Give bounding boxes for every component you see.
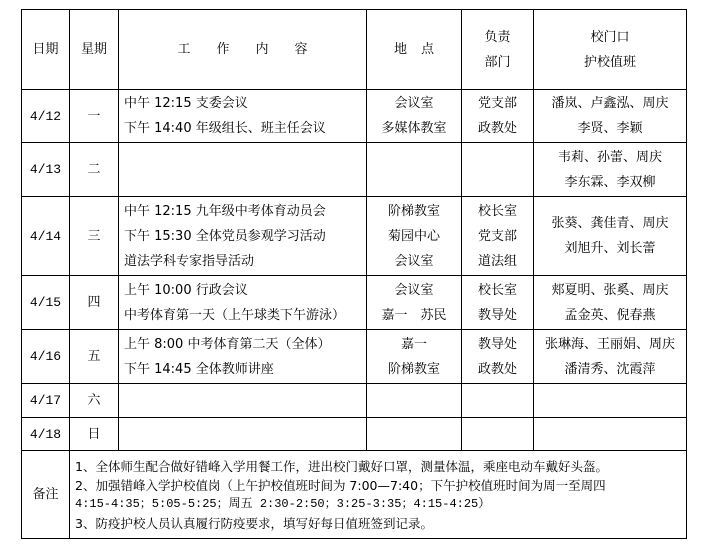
row-location	[367, 143, 462, 197]
notes-content	[70, 451, 687, 539]
header-location	[367, 10, 462, 90]
duty-line: 韦莉、孙蕾、周庆	[557, 149, 662, 165]
table-row	[22, 276, 687, 330]
duty-line: 刘旭升、刘长蕾	[564, 241, 656, 256]
duty-line: 孟金英、倪春燕	[564, 307, 656, 323]
header-content	[119, 10, 367, 90]
row-duty	[534, 90, 687, 143]
note-line: 4:15-4:35；5:05-5:25；周五 2:30-2:50；3:25-3:35；4:15-4:25）	[75, 496, 491, 511]
content-line: 下午 14:45 全体教师讲座	[124, 361, 274, 377]
row-location	[367, 418, 462, 451]
row-content	[119, 418, 367, 451]
row-location	[367, 90, 462, 143]
note-line: 2、加强错峰入学护校值岗（上午护校值班时间为 7:00—7:40；下午护校值班时间为周一至周四	[75, 477, 606, 493]
row-date: 4/14	[22, 197, 70, 276]
table-row	[22, 143, 687, 197]
content-line: 中午 12:15 支委会议	[124, 96, 248, 111]
notes-row	[22, 451, 687, 539]
location-line: 多媒体教室	[381, 121, 447, 136]
dept-line: 政教处	[477, 121, 517, 136]
dept-line: 道法组	[477, 253, 517, 269]
location-line: 会议室	[394, 282, 434, 298]
table-row	[22, 90, 687, 143]
header-weekday: 星期	[70, 10, 119, 90]
location-line: 嘉一	[400, 336, 427, 352]
row-duty	[534, 143, 687, 197]
duty-line: 李贤、李颖	[577, 121, 643, 136]
row-weekday: 二	[70, 143, 119, 197]
location-line: 阶梯教室	[387, 361, 440, 377]
header-location-label: 地点	[393, 42, 448, 57]
row-date: 4/17	[22, 384, 70, 418]
row-weekday: 六	[70, 384, 119, 418]
dept-line: 党支部	[477, 96, 517, 111]
dept-line: 教导处	[477, 336, 517, 352]
row-dept	[462, 197, 534, 276]
dept-line: 校长室	[477, 203, 517, 219]
row-dept	[462, 276, 534, 330]
row-weekday: 四	[70, 276, 119, 330]
row-weekday: 五	[70, 330, 119, 384]
table-row	[22, 384, 687, 418]
content-line: 下午 15:30 全体党员参观学习活动	[124, 228, 326, 244]
row-content	[119, 384, 367, 418]
dept-line: 政教处	[477, 361, 517, 377]
content-line: 上午 8:00 中考体育第二天（全体）	[124, 336, 331, 352]
note-line: 1、全体师生配合做好错峰入学用餐工作，进出校门戴好口罩，测量体温，乘座电动车戴好头盔。	[75, 458, 608, 474]
row-duty	[534, 330, 687, 384]
content-line: 上午 10:00 行政会议	[124, 282, 248, 298]
duty-line: 张葵、龚佳青、周庆	[551, 216, 669, 231]
row-location	[367, 276, 462, 330]
row-date: 4/12	[22, 90, 70, 143]
duty-line: 张琳海、王丽娟、周庆	[544, 336, 675, 352]
row-weekday: 一	[70, 90, 119, 143]
row-weekday: 日	[70, 418, 119, 451]
row-location	[367, 330, 462, 384]
content-line: 道法学科专家指导活动	[124, 253, 255, 269]
content-line: 下午 14:40 年级组长、班主任会议	[124, 121, 326, 136]
row-content	[119, 143, 367, 197]
row-weekday: 三	[70, 197, 119, 276]
table-row	[22, 197, 687, 276]
header-dept	[462, 10, 534, 90]
row-dept	[462, 90, 534, 143]
dept-line: 校长室	[477, 282, 517, 298]
row-dept	[462, 143, 534, 197]
table-row	[22, 330, 687, 384]
header-content-label: 工作内容	[177, 42, 334, 57]
duty-line: 潘岚、卢鑫泓、周庆	[551, 96, 669, 111]
row-location	[367, 197, 462, 276]
row-date: 4/16	[22, 330, 70, 384]
row-content	[119, 330, 367, 384]
row-content	[119, 197, 367, 276]
dept-line: 党支部	[477, 228, 517, 244]
location-line: 会议室	[394, 253, 434, 269]
content-line: 中午 12:15 九年级中考体育动员会	[124, 203, 326, 219]
row-location	[367, 384, 462, 418]
header-dept-line: 部门	[484, 54, 511, 70]
location-line: 菊园中心	[387, 228, 440, 244]
row-content	[119, 276, 367, 330]
header-row	[22, 10, 687, 90]
row-dept	[462, 418, 534, 451]
location-line: 阶梯教室	[387, 203, 440, 219]
header-duty	[534, 10, 687, 90]
duty-line: 潘清秀、沈霞萍	[564, 361, 656, 377]
header-dept-line: 负责	[484, 29, 511, 45]
row-date: 4/15	[22, 276, 70, 330]
header-duty-line: 护校值班	[583, 54, 636, 70]
duty-line: 郏夏明、张奚、周庆	[551, 282, 669, 298]
header-duty-line: 校门口	[590, 29, 630, 45]
location-line: 会议室	[394, 96, 434, 111]
row-content	[119, 90, 367, 143]
row-date: 4/13	[22, 143, 70, 197]
row-duty	[534, 384, 687, 418]
row-duty	[534, 276, 687, 330]
notes-label: 备注	[22, 451, 70, 539]
row-dept	[462, 330, 534, 384]
row-date: 4/18	[22, 418, 70, 451]
weekly-schedule-table	[21, 9, 687, 539]
dept-line: 教导处	[477, 307, 517, 323]
location-line: 嘉一 苏民	[381, 307, 447, 323]
row-duty	[534, 197, 687, 276]
row-dept	[462, 384, 534, 418]
row-duty	[534, 418, 687, 451]
table-row	[22, 418, 687, 451]
note-line: 3、防疫护校人员认真履行防疫要求，填写好每日值班签到记录。	[75, 515, 433, 531]
duty-line: 李东霖、李双柳	[564, 174, 656, 190]
header-date: 日期	[22, 10, 70, 90]
content-line: 中考体育第一天（上午球类下午游泳）	[124, 307, 346, 323]
